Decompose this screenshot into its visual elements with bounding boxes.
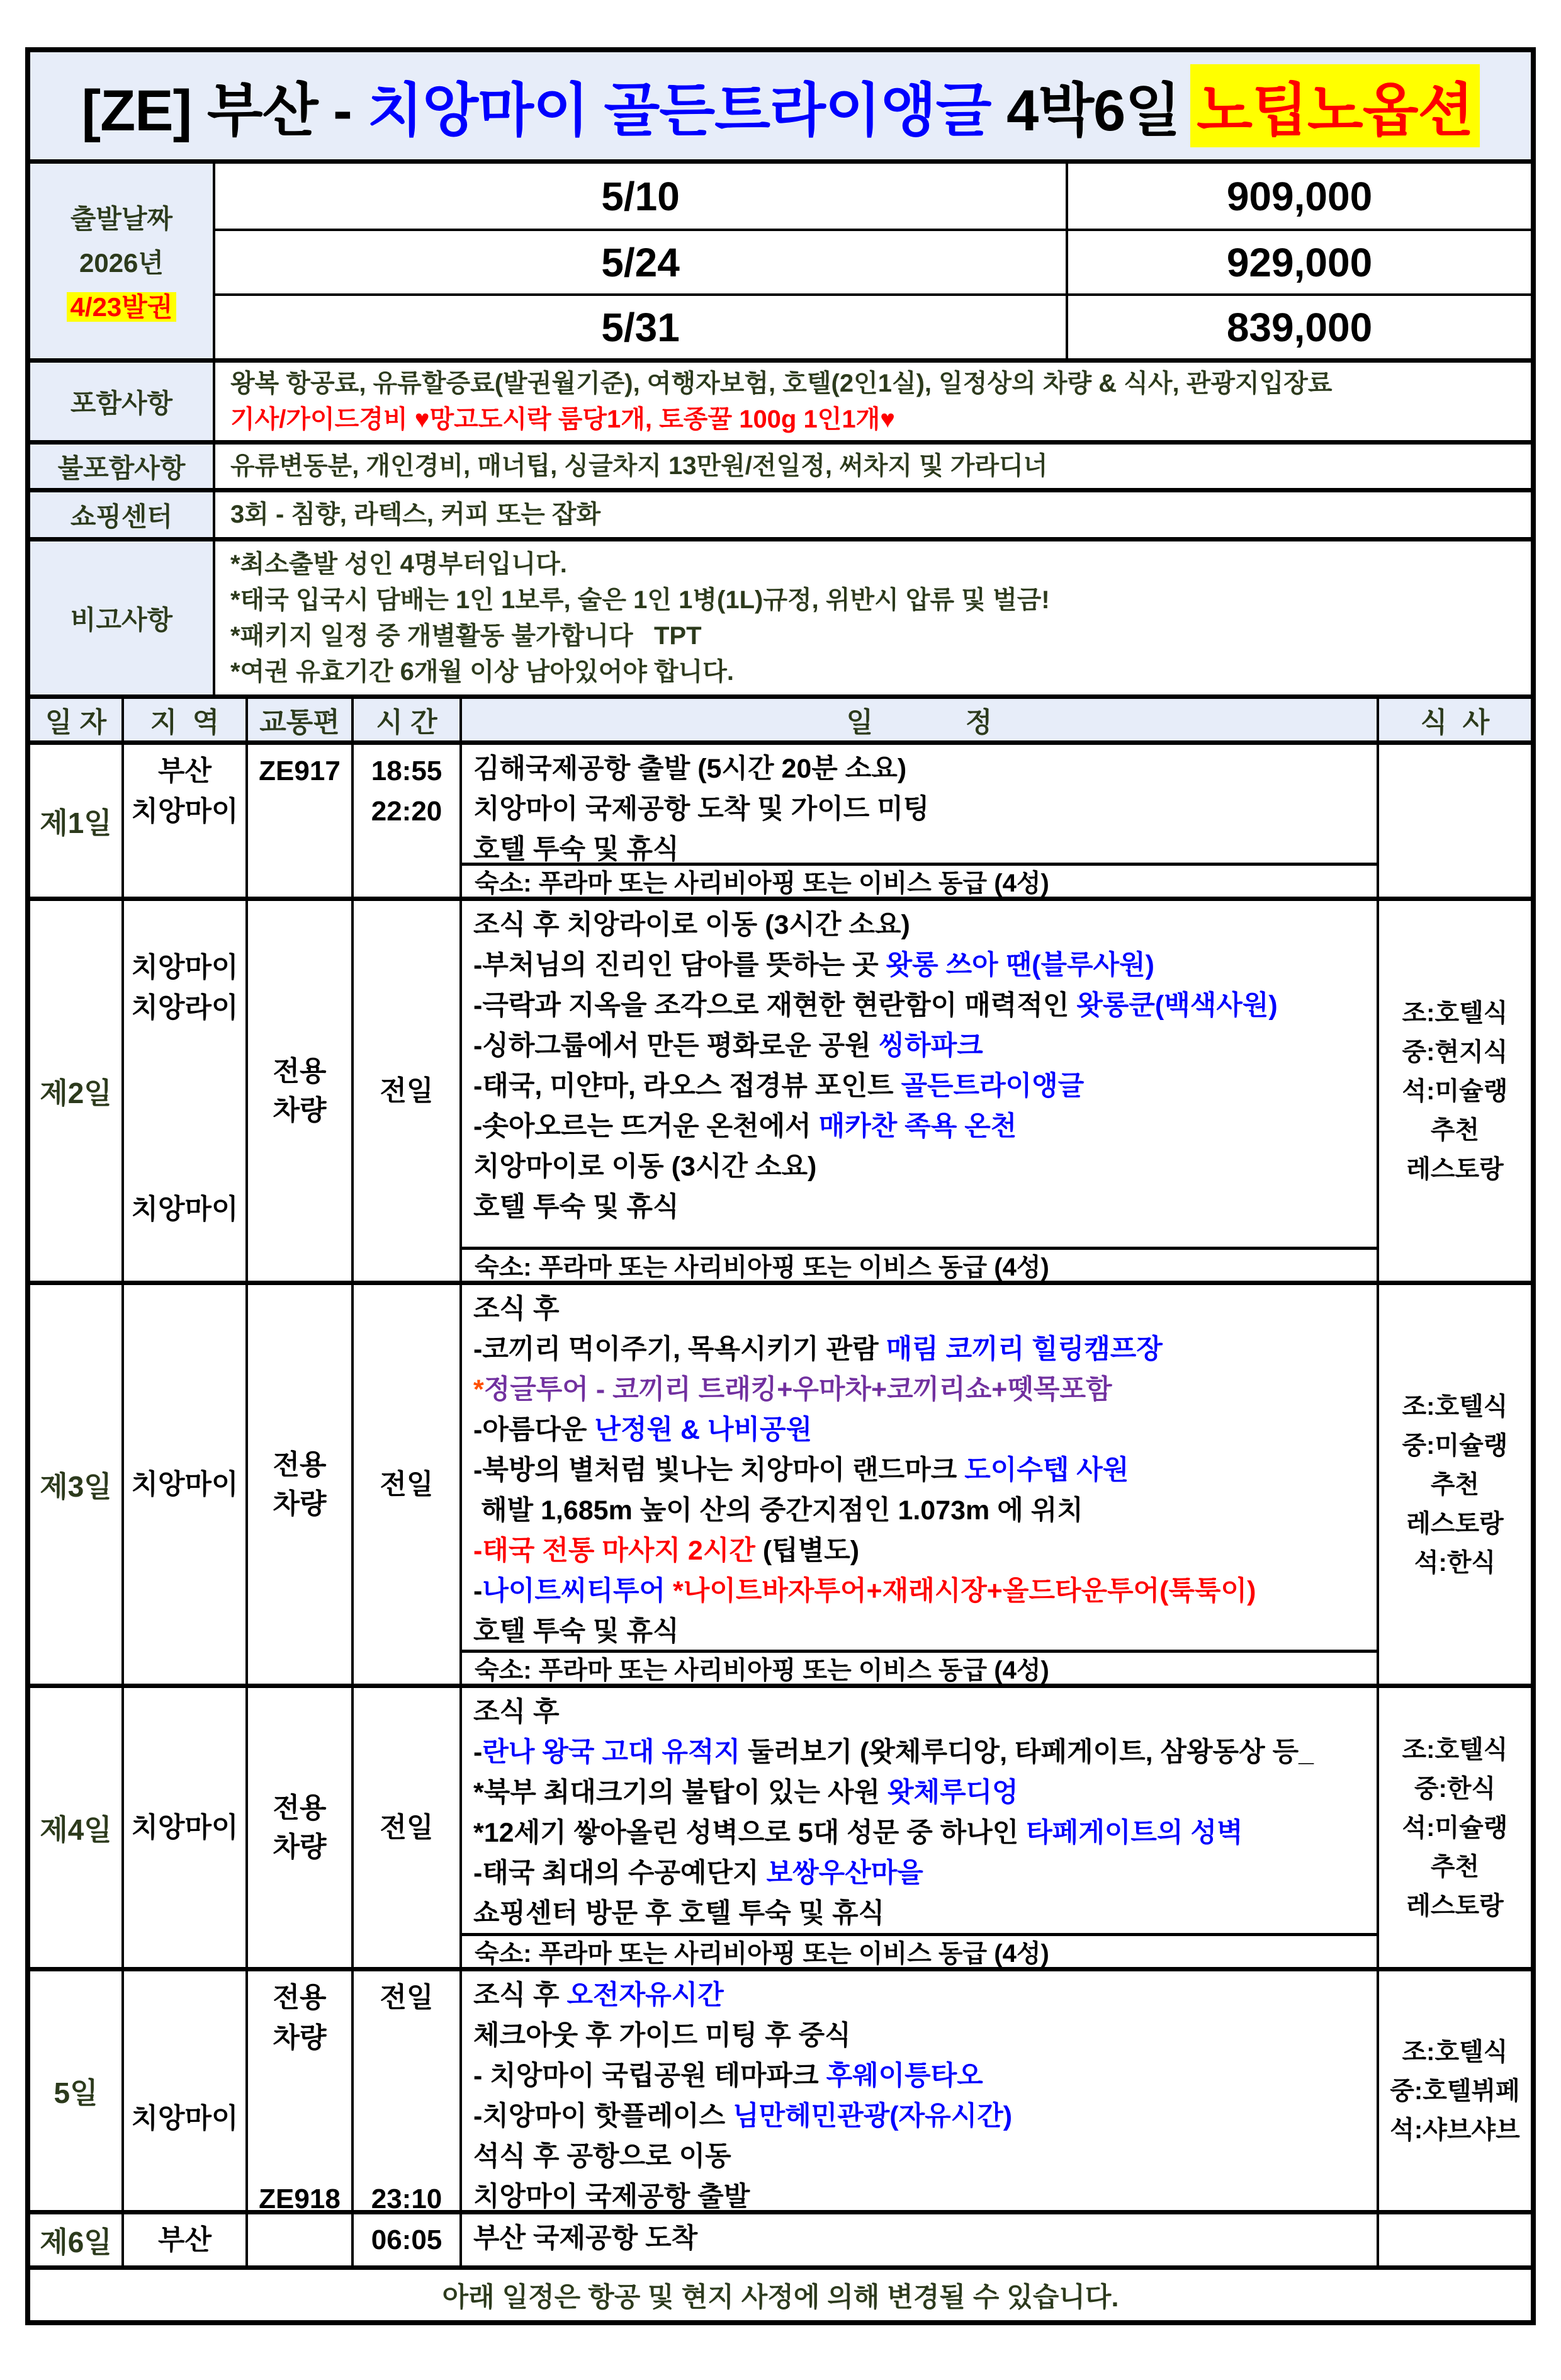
info-line xyxy=(230,366,1531,402)
time-cell xyxy=(351,745,459,897)
transport-cell xyxy=(245,745,351,897)
itinerary-cell xyxy=(459,2214,1377,2265)
text-segment: 치앙마이로 이동 (3시간 소요) xyxy=(473,1152,817,1182)
meal-cell xyxy=(1377,901,1531,1281)
info-body xyxy=(213,445,1531,488)
info-row xyxy=(30,537,1531,694)
text-segment: -솟아오르는 뜨거운 온천에서 xyxy=(473,1111,819,1142)
info-body xyxy=(213,492,1531,537)
side-entry: 22:20 xyxy=(371,796,442,827)
side-entry: 부산 xyxy=(157,2224,211,2255)
meal-cell xyxy=(1377,1971,1531,2210)
side-entry xyxy=(403,2058,410,2099)
itinerary-line xyxy=(473,1066,1377,1106)
departure-date: 5/10 xyxy=(213,164,1066,229)
meal-cell xyxy=(1377,1688,1531,1967)
side-entry xyxy=(296,2139,303,2179)
text-segment: 도이수텝 사원 xyxy=(964,1455,1129,1485)
footer-note: 아래 일정은 항공 및 현지 사정에 의해 변경될 수 있습니다. xyxy=(30,2265,1531,2320)
side-entry: 전일 xyxy=(380,1075,434,1106)
text-segment: [ZE] 부산 - xyxy=(81,79,368,143)
text-segment: 유류변동분, 개인경비, 매너팁, 싱글차지 13만원/전일정, 써차지 및 가라디너 xyxy=(230,452,1048,480)
text-segment: - xyxy=(473,1737,483,1767)
side-entry xyxy=(181,2058,188,2099)
meal-line: 석:미슐랭 xyxy=(1402,1077,1508,1105)
region-cell xyxy=(121,1285,245,1684)
text-segment: 석식 후 공항으로 이동 xyxy=(473,2141,731,2172)
itinerary-line xyxy=(473,945,1377,985)
text-segment: 정글투어 - 코끼리 트래킹+우마차+코끼리쇼+뗏목포함 xyxy=(483,1374,1112,1405)
info-line xyxy=(230,448,1531,484)
text-segment: - 치앙마이 국립공원 테마파크 xyxy=(473,2061,826,2091)
time-cell xyxy=(351,2214,459,2265)
text-segment: 님만헤민관광(자유시간) xyxy=(733,2101,1013,2131)
info-row xyxy=(30,440,1531,488)
itinerary-line xyxy=(473,1410,1377,1450)
text-segment: * xyxy=(473,1374,484,1405)
itinerary-line xyxy=(473,905,1377,945)
transport-cell xyxy=(245,1971,351,2210)
day-label-cell: 제3일 xyxy=(40,1470,112,1503)
side-entry: 차량 xyxy=(273,1831,327,1862)
meal-line: 중:호텔뷔페 xyxy=(1390,2077,1520,2105)
text-segment: 골든트라이앵글 xyxy=(901,1071,1085,1101)
region-cell xyxy=(121,2214,245,2265)
side-entry: 06:05 xyxy=(371,2224,442,2255)
info-line xyxy=(230,582,1531,618)
info-line xyxy=(230,497,1531,533)
day-label-cell: 제4일 xyxy=(40,1813,112,1846)
text-segment: 매림 코끼리 힐링캠프장 xyxy=(886,1334,1163,1364)
text-segment: 호텔 투숙 및 휴식 xyxy=(473,1616,679,1646)
side-entry xyxy=(181,907,188,948)
text-segment: 둘러보기 (왓체루디앙, 타페게이트, 삼왕동상 등_ xyxy=(740,1737,1314,1767)
day-row-5 xyxy=(30,1967,1531,2210)
text-segment: 타페게이트의 성벽 xyxy=(1026,1818,1243,1848)
day-row-1 xyxy=(30,740,1531,897)
text-segment: 조식 후 xyxy=(473,1697,560,1727)
text-segment: 체크아웃 후 가이드 미팅 후 중식 xyxy=(473,2020,851,2051)
text-segment: 난정원 & 나비공원 xyxy=(594,1415,813,1445)
itinerary-line xyxy=(473,1571,1377,1611)
text-segment: *태국 입국시 담배는 1인 1보루, 술은 1인 1병(1L)규정, 위반시 압류 및 벌금! xyxy=(230,586,1050,614)
header-meal: 식 사 xyxy=(1377,699,1531,740)
text-segment: - xyxy=(473,1576,483,1606)
text-segment: 보쌍우산마을 xyxy=(766,1858,923,1888)
side-entry: 치앙마이 xyxy=(131,796,239,827)
side-entry: 전용 xyxy=(273,1055,327,1087)
itinerary-line xyxy=(473,2015,1377,2056)
itinerary-line xyxy=(473,1289,1377,1329)
header-region: 지 역 xyxy=(121,699,245,740)
meal-line: 중:한식 xyxy=(1414,1774,1496,1803)
text-segment: -싱하그룹에서 만든 평화로운 공원 xyxy=(473,1031,879,1061)
departure-date: 5/31 xyxy=(213,293,1066,358)
meal-line: 추천 xyxy=(1430,1470,1480,1499)
info-line xyxy=(230,402,1531,438)
text-segment: -치앙마이 핫플레이스 xyxy=(473,2101,733,2131)
side-entry: ZE917 xyxy=(259,756,341,786)
text-segment: 쇼핑센터 방문 후 호텔 투숙 및 휴식 xyxy=(473,1898,885,1929)
time-cell xyxy=(351,1971,459,2210)
day-row-4 xyxy=(30,1684,1531,1967)
itinerary-line xyxy=(473,829,1377,863)
itinerary-line xyxy=(473,1450,1377,1490)
meal-cell xyxy=(1377,745,1531,897)
meal-line: 레스토랑 xyxy=(1406,1155,1504,1183)
text-segment: 매카찬 족욕 온천 xyxy=(818,1111,1017,1142)
side-entry xyxy=(403,2139,410,2179)
schedule-header xyxy=(30,694,1531,740)
header-day: 일 자 xyxy=(45,707,107,738)
text-segment: 3회 - 침향, 라텍스, 커피 또는 잡화 xyxy=(230,501,601,528)
meal-line: 석:샤브샤브 xyxy=(1390,2116,1520,2144)
text-segment: 노팁노옵션 xyxy=(1190,64,1479,147)
itinerary-line xyxy=(473,1369,1377,1410)
text-segment: *12세기 쌓아올린 성벽으로 5대 성문 중 하나인 xyxy=(473,1818,1027,1848)
meal-line: 추천 xyxy=(1430,1852,1480,1881)
meal-line: 레스토랑 xyxy=(1406,1891,1504,1920)
itinerary-line xyxy=(473,1853,1377,1893)
meal-line: 석:미슐랭 xyxy=(1402,1813,1508,1842)
info-line xyxy=(230,618,1531,654)
text-segment: 부산 국제공항 도착 xyxy=(473,2223,698,2253)
meal-line: 추천 xyxy=(1430,1116,1480,1144)
side-entry xyxy=(296,2099,303,2139)
text-segment: -북방의 별처럼 빛나는 치앙마이 랜드마크 xyxy=(473,1455,965,1485)
side-entry xyxy=(181,1109,188,1149)
itinerary-line xyxy=(473,1106,1377,1147)
departure-label-line2: 2026년 xyxy=(79,247,164,278)
info-label: 비고사항 xyxy=(30,541,213,694)
day-row-2 xyxy=(30,897,1531,1281)
itinerary-table xyxy=(25,47,1536,2325)
meal-line: 석:한식 xyxy=(1414,1548,1496,1577)
lodging-row: 숙소: 푸라마 또는 사리비아핑 또는 이비스 동급 (4성) xyxy=(459,1650,1377,1684)
day-row-3 xyxy=(30,1281,1531,1684)
text-segment: *패키지 일정 중 개별활동 불가합니다 TPT xyxy=(230,621,702,650)
text-segment: -코끼리 먹이주기, 목욕시키기 관람 xyxy=(473,1334,886,1364)
meal-line: 조:호텔식 xyxy=(1402,2037,1508,2066)
side-entry: 부산 xyxy=(157,756,211,786)
side-entry: 치앙마이 xyxy=(131,952,239,983)
itinerary-line xyxy=(473,1026,1377,1066)
itinerary-cell xyxy=(459,745,1377,863)
side-entry: 23:10 xyxy=(371,2184,442,2210)
side-entry: 치앙마이 xyxy=(131,1811,239,1843)
side-entry xyxy=(296,2058,303,2099)
info-label: 포함사항 xyxy=(30,363,213,440)
transport-cell xyxy=(245,2214,351,2265)
info-row xyxy=(30,358,1531,440)
text-segment: 나이트씨티투어 xyxy=(482,1576,673,1606)
side-entry: 차량 xyxy=(273,2022,327,2053)
itinerary-line xyxy=(473,1732,1377,1772)
info-body xyxy=(213,541,1531,694)
side-entry: 전용 xyxy=(273,1982,327,2013)
text-segment: 조식 후 xyxy=(473,1980,567,2010)
side-entry: 치앙마이 xyxy=(131,2103,239,2134)
transport-cell xyxy=(245,1285,351,1684)
day-label-cell: 5일 xyxy=(54,2076,98,2109)
itinerary-line xyxy=(473,1611,1377,1650)
departure-label xyxy=(30,164,213,358)
itinerary-line xyxy=(473,2218,1377,2258)
info-row xyxy=(30,488,1531,537)
text-segment: *최소출발 성인 4명부터입니다. xyxy=(230,550,567,578)
text-segment: 왓롱 쓰아 땐(블루사원) xyxy=(886,950,1154,980)
side-entry: 치앙마이 xyxy=(131,1194,239,1225)
itinerary-cell xyxy=(459,1688,1377,1933)
day-label-cell: 제2일 xyxy=(40,1076,112,1109)
itinerary-line xyxy=(473,1187,1377,1227)
itinerary-line xyxy=(473,2136,1377,2177)
itinerary-line xyxy=(473,749,1377,789)
departure-price: 929,000 xyxy=(1066,229,1531,293)
side-entry: 치앙라이 xyxy=(131,992,239,1023)
info-body xyxy=(213,363,1531,440)
text-segment: 란나 왕국 고대 유적지 xyxy=(482,1737,741,1767)
text-segment: 호텔 투숙 및 휴식 xyxy=(473,1192,679,1222)
text-segment: 조식 후 치앙라이로 이동 (3시간 소요) xyxy=(473,910,910,940)
time-cell xyxy=(351,1688,459,1967)
side-entry: 18:55 xyxy=(371,756,442,786)
text-segment: 김해국제공항 출발 (5시간 20분 소요) xyxy=(473,754,907,784)
side-entry xyxy=(181,1149,188,1189)
departure-date: 5/24 xyxy=(213,229,1066,293)
text-segment: 치앙마이 국제공항 출발 xyxy=(473,2182,750,2210)
text-segment: 조식 후 xyxy=(473,1294,560,1324)
text-segment: -태국 전통 마사지 2시간 xyxy=(473,1536,755,1566)
meal-cell xyxy=(1377,2214,1531,2265)
header-time: 시 간 xyxy=(351,699,459,740)
departure-price: 909,000 xyxy=(1066,164,1531,229)
region-cell xyxy=(121,901,245,1281)
info-label: 불포함사항 xyxy=(30,445,213,488)
text-segment: 왓체루디엉 xyxy=(888,1777,1018,1808)
text-segment: 호텔 투숙 및 휴식 xyxy=(473,834,679,863)
time-cell xyxy=(351,1285,459,1684)
itinerary-line xyxy=(473,1893,1377,1933)
itinerary-cell xyxy=(459,901,1377,1247)
side-entry: 전일 xyxy=(380,1468,434,1500)
meal-line: 조:호텔식 xyxy=(1402,999,1508,1027)
departure-price: 839,000 xyxy=(1066,293,1531,358)
text-segment: 후웨이틍타오 xyxy=(826,2061,983,2091)
meal-line: 중:현지식 xyxy=(1402,1038,1508,1066)
departure-label-line1: 출발날짜 xyxy=(70,203,173,234)
text-segment: -극락과 지옥을 조각으로 재현한 현란함이 매력적인 xyxy=(473,990,1077,1021)
text-segment: -태국 최대의 수공예단지 xyxy=(473,1858,767,1888)
itinerary-line xyxy=(473,1692,1377,1732)
text-segment: *나이트바자투어+재래시장+올드타운투어(툭툭이) xyxy=(673,1576,1256,1606)
text-segment: -태국, 미얀마, 라오스 접경뷰 포인트 xyxy=(473,1071,901,1101)
text-segment: 치앙마이 국제공항 도착 및 가이드 미팅 xyxy=(473,794,930,824)
text-segment: 기사/가이드경비 ♥망고도시락 룸당1개, 토종꿀 100g 1인1개♥ xyxy=(230,405,896,433)
text-segment: 4박6일 xyxy=(991,79,1181,143)
text-segment: -부처님의 진리인 담아를 뜻하는 곳 xyxy=(473,950,886,980)
itinerary-line xyxy=(473,1490,1377,1531)
side-entry: 차량 xyxy=(273,1094,327,1126)
text-segment: -아름다운 xyxy=(473,1415,595,1445)
text-segment: 치앙마이 골든트라이앵글 xyxy=(367,79,991,143)
side-entry xyxy=(181,1068,188,1109)
meal-line: 조:호텔식 xyxy=(1402,1392,1508,1420)
side-entry: 전일 xyxy=(380,1811,434,1843)
itinerary-line xyxy=(473,2096,1377,2136)
itinerary-line xyxy=(473,2056,1377,2096)
info-section xyxy=(30,358,1531,694)
side-entry xyxy=(181,2018,188,2058)
itinerary-line xyxy=(473,1813,1377,1853)
header-transport: 교통편 xyxy=(245,699,351,740)
transport-cell xyxy=(245,901,351,1281)
side-entry: 치앙마이 xyxy=(131,1468,239,1500)
day-label-cell: 제1일 xyxy=(40,806,112,839)
side-entry: 전용 xyxy=(273,1449,327,1480)
departure-section xyxy=(30,159,1531,358)
text-segment: *북부 최대크기의 불탑이 있는 사원 xyxy=(473,1777,888,1808)
itinerary-cell xyxy=(459,1971,1377,2210)
itinerary-cell xyxy=(459,1285,1377,1650)
day-label-cell: 제6일 xyxy=(40,2225,112,2258)
transport-cell xyxy=(245,1688,351,1967)
schedule-days xyxy=(30,740,1531,2265)
page-title xyxy=(30,52,1531,159)
text-segment: *여권 유효기간 6개월 이상 남아있어야 합니다. xyxy=(230,657,735,686)
lodging-row: 숙소: 푸라마 또는 사리비아핑 또는 이비스 동급 (4성) xyxy=(459,1933,1377,1967)
itinerary-line xyxy=(473,985,1377,1026)
text-segment: (팁별도) xyxy=(755,1536,860,1566)
side-entry xyxy=(181,1978,188,2018)
meal-line: 중:미슐랭 xyxy=(1402,1431,1508,1459)
itinerary-line xyxy=(473,1147,1377,1187)
itinerary-line xyxy=(473,1531,1377,1571)
meal-line: 레스토랑 xyxy=(1406,1509,1504,1538)
region-cell xyxy=(121,1971,245,2210)
text-segment: 왓롱쿤(백색사원) xyxy=(1076,990,1278,1021)
side-entry: 차량 xyxy=(273,1488,327,1519)
lodging-row: 숙소: 푸라마 또는 사리비아핑 또는 이비스 동급 (4성) xyxy=(459,863,1377,897)
info-label: 쇼핑센터 xyxy=(30,492,213,537)
day-row-6 xyxy=(30,2210,1531,2265)
side-entry xyxy=(403,2018,410,2058)
text-segment: 씽하파크 xyxy=(878,1031,983,1061)
itinerary-line xyxy=(473,1975,1377,2015)
side-entry xyxy=(403,2099,410,2139)
side-entry: ZE918 xyxy=(259,2184,341,2210)
text-segment: 오전자유시간 xyxy=(566,1980,724,2010)
info-line xyxy=(230,654,1531,690)
header-itinerary: 일 정 xyxy=(459,699,1377,740)
itinerary-line xyxy=(473,1329,1377,1369)
itinerary-line xyxy=(473,789,1377,829)
info-line xyxy=(230,547,1531,582)
side-entry: 전용 xyxy=(273,1792,327,1823)
ticketing-date-badge: 4/23발권 xyxy=(67,292,177,322)
text-segment: 왕복 항공료, 유류할증료(발권월기준), 여행자보험, 호텔(2인1실), 일정상의 차량 & 식사, 관광지입장료 xyxy=(230,369,1333,397)
side-entry xyxy=(181,1028,188,1068)
itinerary-line xyxy=(473,2177,1377,2210)
region-cell xyxy=(121,1688,245,1967)
lodging-row: 숙소: 푸라마 또는 사리비아핑 또는 이비스 동급 (4성) xyxy=(459,1247,1377,1281)
meal-line: 조:호텔식 xyxy=(1402,1735,1508,1764)
time-cell xyxy=(351,901,459,1281)
itinerary-line xyxy=(473,1772,1377,1813)
side-entry: 전일 xyxy=(380,1982,434,2013)
region-cell xyxy=(121,745,245,897)
meal-cell xyxy=(1377,1285,1531,1684)
text-segment: 해발 1,685m 높이 산의 중간지점인 1.073m 에 위치 xyxy=(473,1495,1083,1526)
